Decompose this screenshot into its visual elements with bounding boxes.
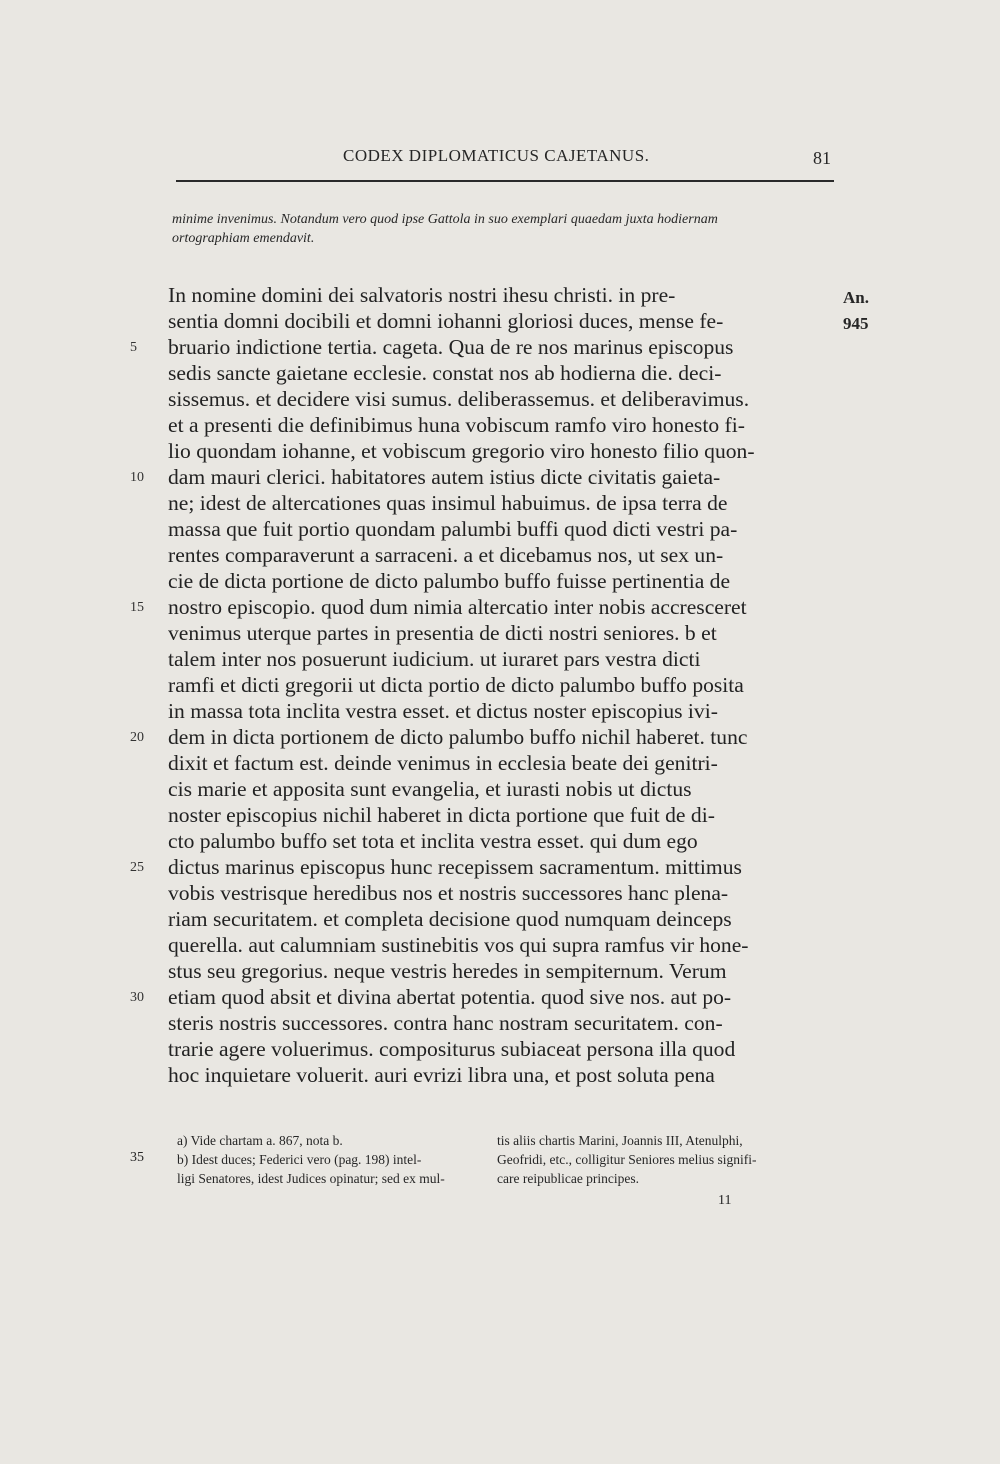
header-rule	[176, 180, 834, 182]
text-line: et a presenti die definibimus huna vobiscum ramfo viro honesto fi-	[168, 413, 745, 437]
text-line: vobis vestrisque heredibus nos et nostris successores hanc plena-	[168, 881, 729, 905]
page-number: 81	[813, 148, 831, 168]
text-line: bruario indictione tertia. cageta. Qua de re nos marinus episcopus	[168, 335, 734, 359]
text-line: massa que fuit portio quondam palumbi buffi quod dicti vestri pa-	[168, 517, 738, 541]
footnote-line: tis aliis chartis Marini, Joannis III, Atenulphi,	[497, 1133, 743, 1148]
text-line: sedis sancte gaietane ecclesie. constat nos ab hodierna die. deci-	[168, 361, 722, 385]
line-number: 25	[130, 860, 144, 875]
footnote-line: ligi Senatores, idest Judices opinatur; sed ex mul-	[177, 1171, 445, 1186]
year-value: 945	[843, 314, 869, 333]
text-line: In nomine domini dei salvatoris nostri ihesu christi. in pre-	[168, 283, 676, 307]
text-line: stus seu gregorius. neque vestris heredes in sempiternum. Verum	[168, 959, 727, 983]
signature-mark: 11	[718, 1193, 732, 1208]
text-line: nostro episcopio. quod dum nimia altercatio inter nobis accresceret	[168, 595, 747, 619]
text-line: lio quondam iohanne, et vobiscum gregorio viro honesto filio quon-	[168, 439, 755, 463]
footnote-line: care reipublicae principes.	[497, 1171, 640, 1186]
text-line: rentes comparaverunt a sarraceni. a et dicebamus nos, ut sex un-	[168, 543, 724, 567]
editorial-note	[172, 210, 840, 248]
text-line: venimus uterque partes in presentia de dicti nostri seniores. b et	[168, 621, 717, 645]
text-line: etiam quod absit et divina abertat potentia. quod sive nos. aut po-	[168, 985, 732, 1009]
text-line: dem in dicta portionem de dicto palumbo buffo nichil haberet. tunc	[168, 725, 748, 749]
charter-text	[168, 282, 755, 1088]
line-number: 30	[130, 990, 144, 1005]
text-line: cto palumbo buffo set tota et inclita vestra esset. qui dum ego	[168, 829, 698, 853]
text-line: sentia domni docibili et domni iohanni gloriosi duces, mense fe-	[168, 309, 724, 333]
text-line: cie de dicta portione de dicto palumbo buffo fuisse pertinentia de	[168, 569, 731, 593]
line-number: 20	[130, 730, 144, 745]
text-line: dictus marinus episcopus hunc recepissem sacramentum. mittimus	[168, 855, 742, 879]
text-line: querella. aut calumniam sustinebitis vos qui supra ramfus vir hone-	[168, 933, 749, 957]
footnote-line: a) Vide chartam a. 867, nota b.	[177, 1133, 343, 1148]
text-line: talem inter nos posuerunt iudicium. ut iuraret pars vestra dicti	[168, 647, 701, 671]
footnote-line: b) Idest duces; Federici vero (pag. 198) intel-	[177, 1152, 422, 1167]
line-number: 10	[130, 470, 144, 485]
text-line: dam mauri clerici. habitatores autem istius dicte civitatis gaieta-	[168, 465, 721, 489]
text-line: hoc inquietare voluerit. auri evrizi libra una, et post soluta pena	[168, 1063, 715, 1087]
text-line: cis marie et apposita sunt evangelia, et iurasti nobis ut dictus	[168, 777, 692, 801]
year-label: An.	[843, 288, 869, 307]
text-line: dixit et factum est. deinde venimus in ecclesia beate dei genitri-	[168, 751, 718, 775]
text-line: noster episcopius nichil haberet in dicta portione que fuit de di-	[168, 803, 715, 827]
running-title: CODEX DIPLOMATICUS CAJETANUS.	[343, 146, 650, 165]
line-number: 15	[130, 600, 144, 615]
footnote-line: Geofridi, etc., colligitur Seniores melius signifi-	[497, 1152, 757, 1167]
text-line: ramfi et dicti gregorii ut dicta portio de dicto palumbo buffo posita	[168, 673, 744, 697]
text-line: riam securitatem. et completa decisione quod numquam deinceps	[168, 907, 732, 931]
text-line: trarie agere voluerimus. compositurus subiaceat persona illa quod	[168, 1037, 736, 1061]
text-line: in massa tota inclita vestra esset. et dictus noster episcopius ivi-	[168, 699, 718, 723]
note-line: minime invenimus. Notandum vero quod ipse Gattola in suo exemplari quaedam juxta hodiernam	[172, 212, 718, 227]
text-line: steris nostris successores. contra hanc nostram securitatem. con-	[168, 1011, 723, 1035]
note-line: ortographiam emendavit.	[172, 231, 315, 246]
footnotes-left	[177, 1131, 445, 1188]
line-number: 5	[130, 340, 137, 355]
text-line: ne; idest de altercationes quas insimul habuimus. de ipsa terra de	[168, 491, 728, 515]
footnote-line-number: 35	[130, 1150, 144, 1165]
footnotes-right	[497, 1131, 756, 1188]
text-line: sissemus. et decidere visi sumus. deliberassemus. et deliberavimus.	[168, 387, 750, 411]
